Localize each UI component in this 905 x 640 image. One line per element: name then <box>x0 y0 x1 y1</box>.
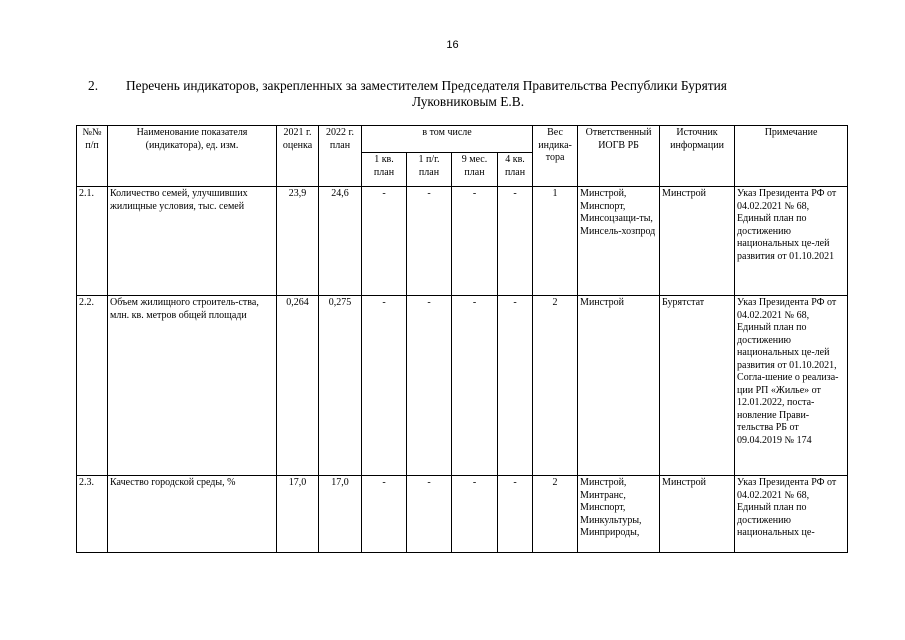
table-row <box>77 187 848 296</box>
cell-2022: 0,275 <box>319 296 362 476</box>
cell-name: Количество семей, улучшивших жилищные условия, тыс. семей <box>108 187 277 296</box>
cell-note: Указ Президента РФ от 04.02.2021 № 68, Единый план по достижению национальных це- <box>735 476 848 553</box>
cell-note: Указ Президента РФ от 04.02.2021 № 68, Единый план по достижению национальных це-лей развития от 01.10.2021 <box>735 187 848 296</box>
cell-source: Минстрой <box>660 187 735 296</box>
cell-h1: - <box>407 476 452 553</box>
header-name: Наименование показателя (индикатора), ед. изм. <box>108 126 277 187</box>
cell-2022: 17,0 <box>319 476 362 553</box>
table-row <box>77 476 848 553</box>
header-2022: 2022 г. план <box>319 126 362 187</box>
header-q4: 4 кв. план <box>498 153 533 187</box>
header-source: Источник информации <box>660 126 735 187</box>
cell-name: Объем жилищного строитель-ства, млн. кв. метров общей площади <box>108 296 277 476</box>
cell-2021: 0,264 <box>277 296 319 476</box>
cell-2022: 24,6 <box>319 187 362 296</box>
cell-2021: 23,9 <box>277 187 319 296</box>
cell-q4: - <box>498 476 533 553</box>
section-number: 2. <box>88 78 99 93</box>
cell-q1: - <box>362 476 407 553</box>
header-h1: 1 п/г. план <box>407 153 452 187</box>
indicators-table <box>76 125 848 553</box>
cell-9m: - <box>452 296 498 476</box>
cell-responsible: Минстрой, Минспорт, Минсоцзащи-ты, Минсель-хозпрод <box>578 187 660 296</box>
table-header-row <box>77 126 848 153</box>
header-including: в том числе <box>362 126 533 153</box>
cell-num: 2.3. <box>77 476 108 553</box>
cell-num: 2.2. <box>77 296 108 476</box>
cell-source: Минстрой <box>660 476 735 553</box>
cell-9m: - <box>452 476 498 553</box>
page-number: 16 <box>446 39 459 51</box>
header-num: №№ п/п <box>77 126 108 187</box>
cell-2021: 17,0 <box>277 476 319 553</box>
cell-weight: 1 <box>533 187 578 296</box>
section-title-line1: Перечень индикаторов, закрепленных за заместителем Председателя Правительства Республики Бурятия <box>126 78 727 93</box>
cell-note: Указ Президента РФ от 04.02.2021 № 68, Единый план по достижению национальных це-лей развития от 01.10.2021, Согла-шение о реализа-ции РП «Жилье» от 12.01.2022, поста-новление Прави-тельства РБ от 09.04.2019 № 174 <box>735 296 848 476</box>
cell-weight: 2 <box>533 296 578 476</box>
header-weight: Вес индика-тора <box>533 126 578 187</box>
cell-responsible: Минстрой, Минтранс, Минспорт, Минкультуры, Минприроды, <box>578 476 660 553</box>
cell-q1: - <box>362 187 407 296</box>
cell-9m: - <box>452 187 498 296</box>
cell-responsible: Минстрой <box>578 296 660 476</box>
cell-name: Качество городской среды, % <box>108 476 277 553</box>
header-responsible: Ответственный ИОГВ РБ <box>578 126 660 187</box>
header-q1: 1 кв. план <box>362 153 407 187</box>
cell-h1: - <box>407 296 452 476</box>
cell-weight: 2 <box>533 476 578 553</box>
cell-q1: - <box>362 296 407 476</box>
table-row <box>77 296 848 476</box>
cell-num: 2.1. <box>77 187 108 296</box>
cell-q4: - <box>498 187 533 296</box>
header-note: Примечание <box>735 126 848 187</box>
cell-source: Бурятстат <box>660 296 735 476</box>
header-2021: 2021 г. оценка <box>277 126 319 187</box>
cell-q4: - <box>498 296 533 476</box>
section-title-line2: Луковниковым Е.В. <box>411 94 525 109</box>
header-9m: 9 мес. план <box>452 153 498 187</box>
cell-h1: - <box>407 187 452 296</box>
